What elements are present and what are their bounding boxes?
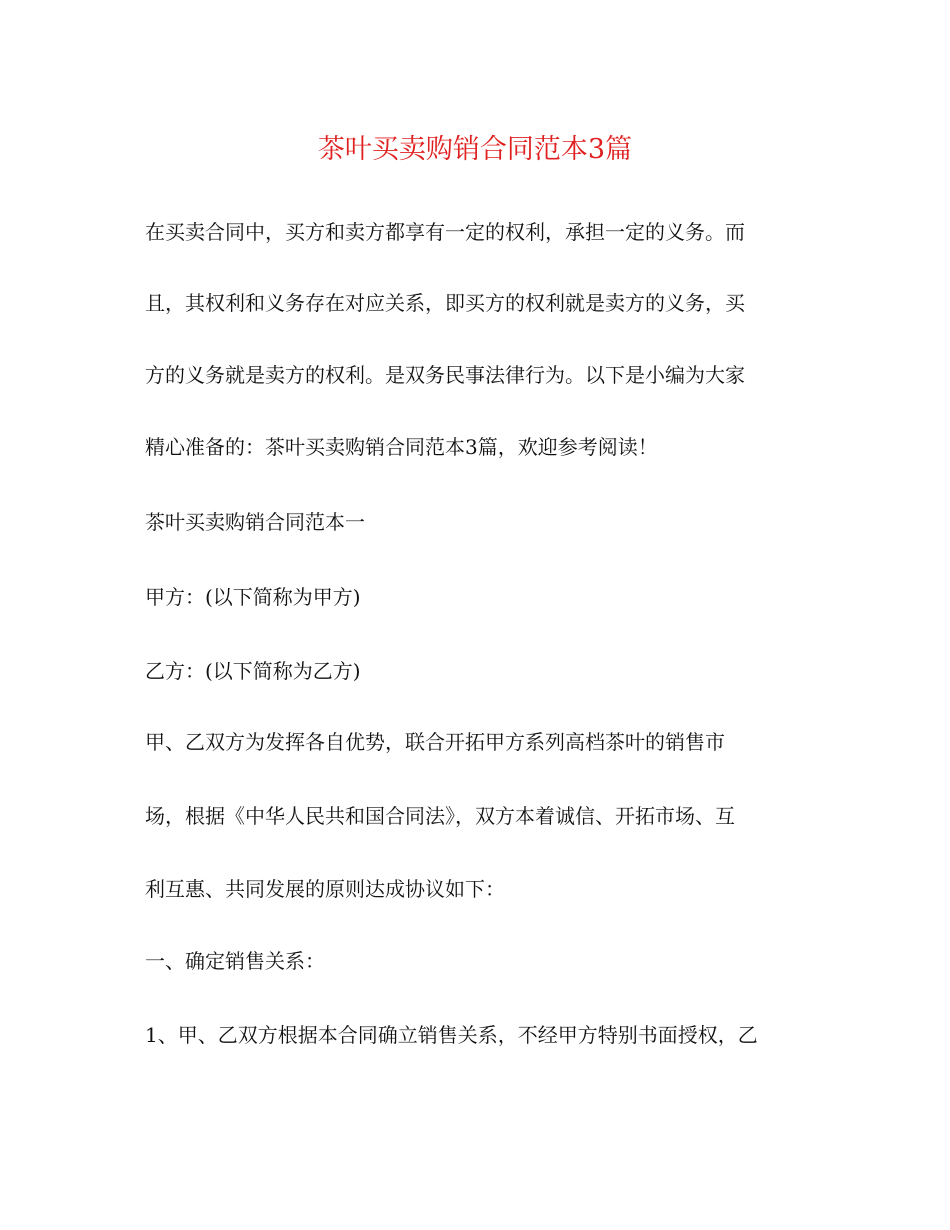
document-title: 茶叶买卖购销合同范本3篇	[317, 134, 633, 165]
clause-heading: 一、确定销售关系：	[145, 949, 325, 973]
paragraph-line: 场，根据《中华人民共和国合同法》，双方本着诚信、开拓市场、互	[145, 804, 735, 828]
paragraph-line: 利互惠、共同发展的原则达成协议如下：	[145, 877, 505, 901]
party-a-line: 甲方：(以下简称为甲方)	[145, 585, 361, 609]
paragraph-line: 精心准备的：茶叶买卖购销合同范本3篇，欢迎参考阅读！	[145, 435, 658, 459]
party-b-line: 乙方：(以下简称为乙方)	[145, 659, 361, 683]
paragraph-line: 在买卖合同中，买方和卖方都享有一定的权利，承担一定的义务。而	[145, 220, 745, 244]
paragraph-line: 且，其权利和义务存在对应关系，即买方的权利就是卖方的义务，买	[145, 291, 745, 315]
paragraph-line: 方的义务就是卖方的权利。是双务民事法律行为。以下是小编为大家	[145, 363, 745, 387]
section-heading: 茶叶买卖购销合同范本一	[145, 510, 365, 534]
paragraph-line: 甲、乙双方为发挥各自优势，联合开拓甲方系列高档茶叶的销售市	[145, 730, 725, 754]
clause-item: 1、甲、乙双方根据本合同确立销售关系，不经甲方特别书面授权，乙	[145, 1023, 758, 1047]
